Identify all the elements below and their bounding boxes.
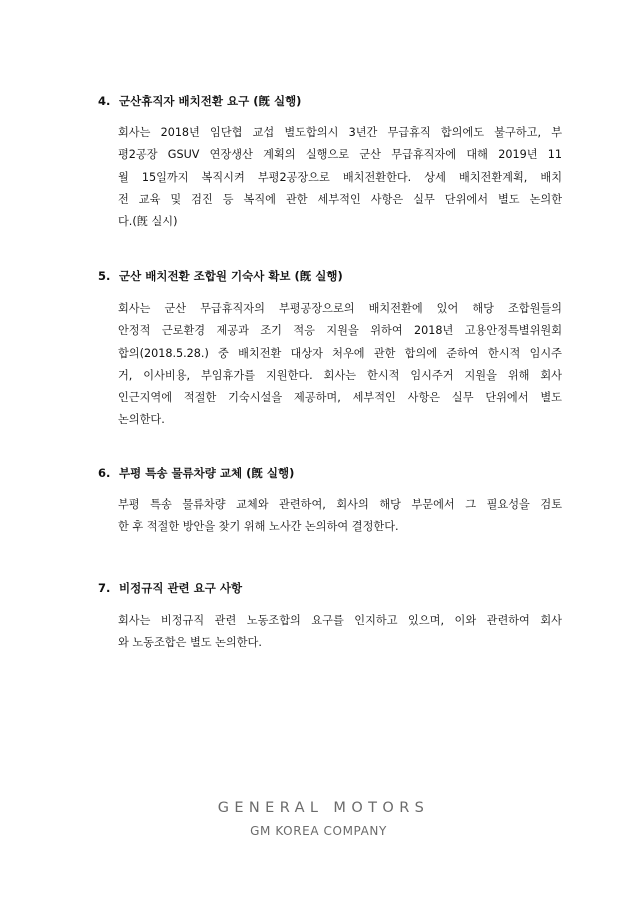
body-line: 안정적 근로환경 제공과 조기 적응 지원을 위하여 2018년 고용안정특별위원회 [118,324,562,338]
section-heading [98,91,301,111]
section-number: 4. [98,94,111,108]
body-line: 월 15일까지 복직시켜 부평2공장으로 배치전환한다. 상세 배치전환계획, 배치 [118,170,562,184]
body-line: 합의(2018.5.28.) 중 배치전환 대상자 처우에 관한 합의에 준하여 한시적 임시주 [118,346,562,360]
section-title: 군산휴직자 배치전환 요구 (旣 실행) [119,94,302,108]
section-body [118,122,562,233]
section-number: 7. [98,581,111,595]
footer-brand: GENERAL MOTORS [217,800,430,816]
body-line: 회사는 군산 무급휴직자의 부평공장으로의 배치전환에 있어 해당 조합원들의 [118,302,562,315]
section-heading [98,266,343,286]
body-line: 다.(旣 실시) [118,215,178,229]
section-body [118,494,562,539]
section-heading [98,578,242,598]
body-line: 와 노동조합은 별도 논의한다. [118,636,262,650]
body-line: 회사는 2018년 임단협 교섭 별도합의시 3년간 무급휴직 합의에도 불구하고, 부 [118,126,562,139]
body-line: 논의한다. [118,413,165,427]
body-line: 인근지역에 적절한 기숙시설을 제공하며, 세부적인 사항은 실무 단위에서 별도 [118,391,562,405]
section-heading [98,463,294,483]
footer-subtitle: GM KOREA COMPANY [250,824,387,838]
section-number: 6. [98,466,111,480]
body-line: 거, 이사비용, 부임휴가를 지원한다. 회사는 한시적 임시주거 지원을 위해 회사 [118,368,562,382]
body-line: 평2공장 GSUV 연장생산 계획의 실행으로 군산 무급휴직자에 대해 2019년 11 [118,148,562,162]
section-body [118,298,562,432]
body-line: 전 교육 및 검진 등 복직에 관한 세부적인 사항은 실무 단위에서 별도 논의한 [118,192,562,206]
body-line: 한 후 적절한 방안을 찾기 위해 노사간 논의하여 결정한다. [118,520,399,534]
section-title: 비정규직 관련 요구 사항 [119,581,243,595]
section-title: 부평 특송 물류차량 교체 (旣 실행) [119,466,295,480]
body-line: 부평 특송 물류차량 교체와 관련하여, 회사의 해당 부문에서 그 필요성을 검토 [118,498,562,511]
section-title: 군산 배치전환 조합원 기숙사 확보 (旣 실행) [119,269,343,283]
section-body [118,610,562,655]
section-number: 5. [98,269,111,283]
body-line: 회사는 비정규직 관련 노동조합의 요구를 인지하고 있으며, 이와 관련하여 회사 [118,614,562,627]
